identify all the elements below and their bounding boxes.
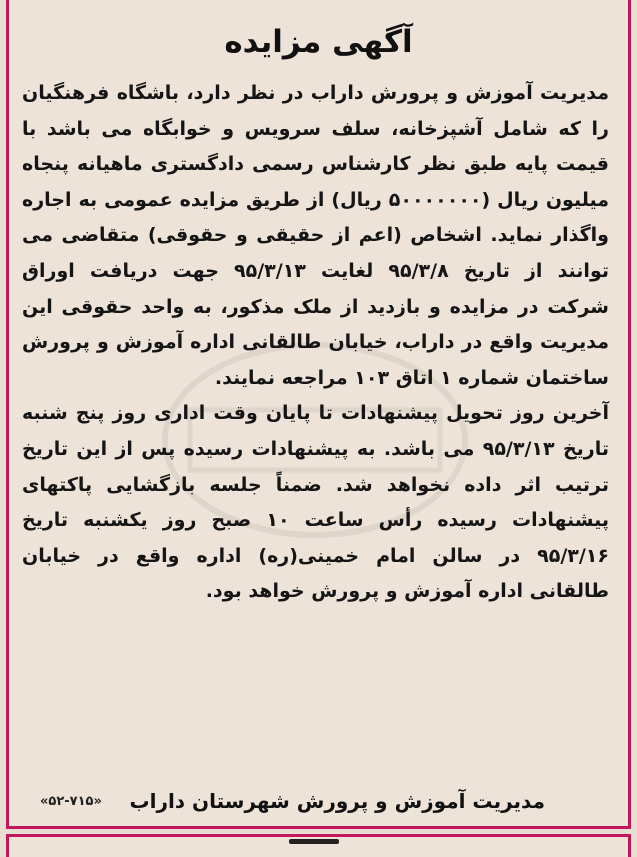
notice-paragraph-1: مدیریت آموزش و پرورش داراب در نظر دارد، باشگاه فرهنگیان را که شامل آشپزخانه، سلف سرویس و خوابگاه می باشد با قیمت پایه طبق نظر کارشناس رسمی دادگستری ماهیانه پنجاه میلیون ریال (۵۰۰۰۰۰۰۰ ریال) از طریق مزایده عمومی به اجاره واگذار نماید. اشخاص (اعم از حقیقی و حقوقی) متقاضی می توانند از تاریخ ۹۵/۳/۸ لغایت ۹۵/۳/۱۳ جهت دریافت اوراق شرکت در مزایده و بازدید از ملک مذکور، به واحد حقوقی این مدیریت واقع در داراب، خیابان طالقانی اداره آموزش و پرورش ساختمان شماره ۱ اتاق ۱۰۳ مراجعه نمایند. (22, 82, 609, 389)
next-notice-frame (6, 834, 631, 857)
notice-title: آگهی مزایده (224, 24, 413, 60)
notice-body (22, 76, 609, 610)
notice-paragraph-2: آخرین روز تحویل پیشنهادات تا پایان وقت اداری روز پنج شنبه تاریخ ۹۵/۳/۱۳ می باشد. به پیشنهادات رسیده پس از این تاریخ ترتیب اثر داده نخواهد شد. ضمناً جلسه بازگشایی پاکتهای پیشنهادات رسیده رأس ساعت ۱۰ صبح روز یکشنبه تاریخ ۹۵/۳/۱۶ در سالن امام خمینی(ره) اداره واقع در خیابان طالقانی اداره آموزش و پرورش خواهد بود. (22, 402, 609, 603)
notice-code: «۵۲-۷۱۵» (40, 794, 102, 809)
signature-name: مدیریت آموزش و پرورش شهرستان داراب (129, 789, 545, 813)
signature-line (0, 786, 637, 818)
next-notice-title-fragment (289, 839, 339, 844)
